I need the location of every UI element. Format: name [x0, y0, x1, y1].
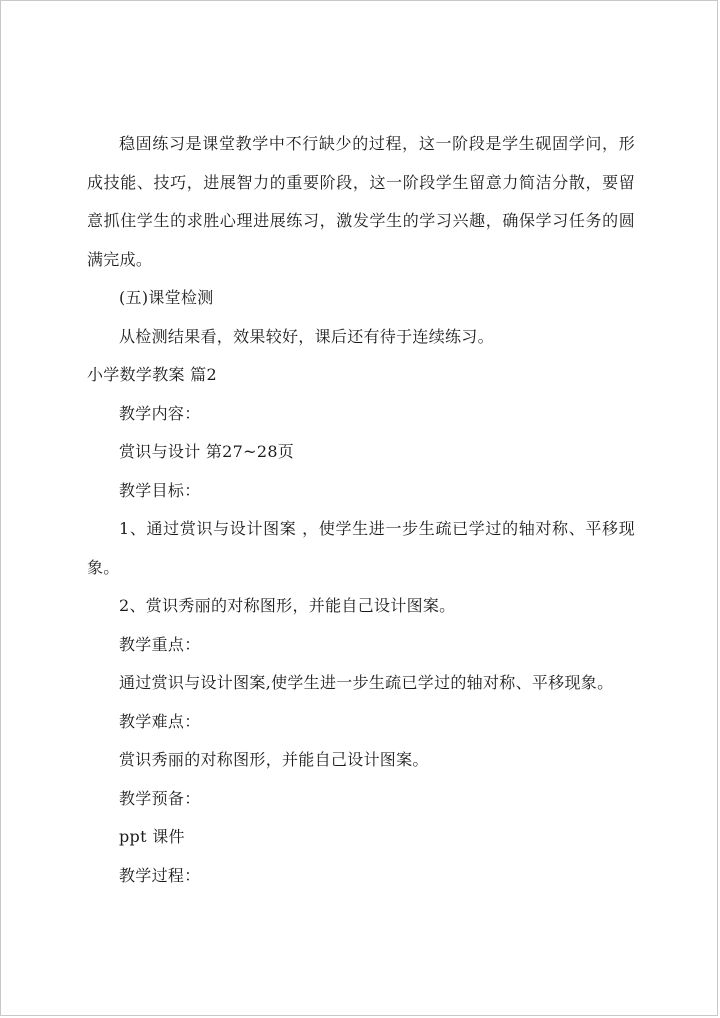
lesson-title: 小学数学教案 篇2 [87, 365, 217, 384]
paragraph-consolidation: 稳固练习是课堂教学中不行缺少的过程，这一阶段是学生砚固学问，形成技能、技巧，进展智力的重要阶段，这一阶段学生留意力简洁分散，要留意抓住学生的求胜心理进展练习，激发学生的学习兴趣，确保学习任务的圆满完成。 [87, 134, 635, 269]
preparation-value: ppt 课件 [119, 827, 185, 846]
goal-item-2: 2、赏识秀丽的对称图形，并能自己设计图案。 [119, 596, 456, 615]
difficulty-value: 赏识秀丽的对称图形，并能自己设计图案。 [119, 750, 429, 769]
paragraph-test-result: 从检测结果看，效果较好，课后还有待于连续练习。 [119, 326, 494, 346]
label-teaching-content: 教学内容： [119, 403, 201, 423]
goal-item-1: 1、通过赏识与设计图案 ，使学生进一步生疏已学过的轴对称、平移现象。 [87, 519, 635, 577]
section-heading-classroom-test: (五)课堂检测 [119, 288, 214, 307]
label-teaching-process: 教学过程： [119, 865, 201, 885]
label-key-points: 教学重点： [119, 634, 201, 654]
key-points-value: 通过赏识与设计图案,使学生进一步生疏已学过的轴对称、平移现象。 [119, 673, 614, 692]
teaching-content-value: 赏识与设计 第27~28页 [119, 442, 295, 461]
label-difficulty: 教学难点： [119, 711, 201, 731]
label-teaching-goals: 教学目标： [119, 480, 201, 500]
label-preparation: 教学预备： [119, 788, 201, 808]
document-body [87, 125, 635, 895]
